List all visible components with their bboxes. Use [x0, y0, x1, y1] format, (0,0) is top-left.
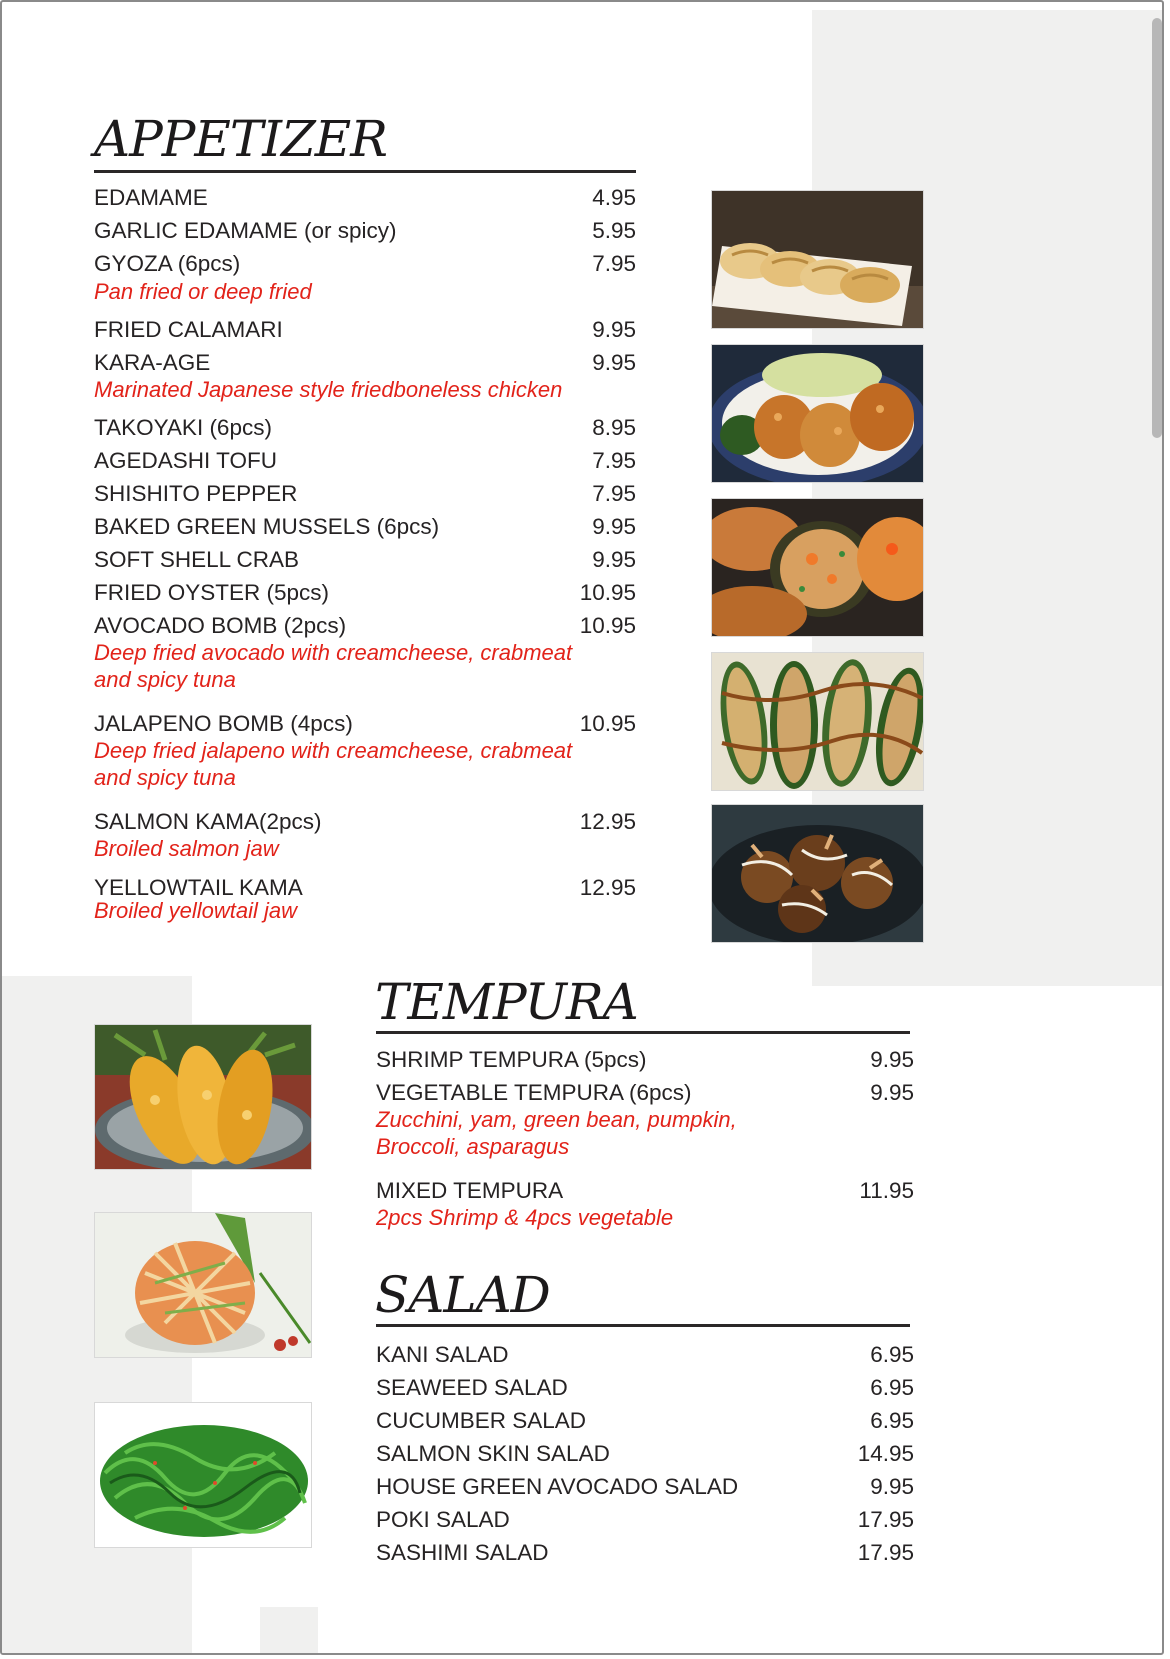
- menu-item: [376, 1078, 914, 1108]
- item-description: Deep fried jalapeno with creamcheese, crabmeat: [94, 738, 573, 763]
- menu-item: [376, 1340, 914, 1370]
- item-price: 7.95: [592, 251, 636, 276]
- item-price: 10.95: [579, 711, 636, 736]
- item-name: AGEDASHI TOFU: [94, 448, 277, 473]
- salad-rule: [376, 1324, 910, 1327]
- menu-item: [94, 413, 636, 443]
- item-description: Deep fried avocado with creamcheese, crabmeat: [94, 640, 573, 665]
- background-panel-bottom: [260, 1607, 318, 1655]
- seaweed-salad-photo: [94, 1402, 312, 1548]
- item-name: SHISHITO PEPPER: [94, 481, 298, 506]
- item-name: GYOZA (6pcs): [94, 251, 241, 276]
- tempura-heading: TEMPURA: [375, 973, 638, 1031]
- item-price: 10.95: [579, 613, 636, 638]
- menu-item: [376, 1373, 914, 1403]
- tempura-rule: [376, 1031, 910, 1034]
- menu-item: [94, 315, 636, 345]
- menu-item: [376, 1538, 914, 1568]
- item-price: 6.95: [870, 1342, 914, 1367]
- menu-item: [376, 1406, 914, 1436]
- item-price: 9.95: [592, 350, 636, 375]
- menu-item: [94, 479, 636, 509]
- appetizer-rule: [94, 170, 636, 173]
- menu-item: [94, 545, 636, 575]
- item-price: 17.95: [857, 1507, 914, 1532]
- menu-item: [94, 348, 636, 378]
- item-name: KANI SALAD: [376, 1342, 509, 1367]
- item-name: TAKOYAKI (6pcs): [94, 415, 272, 440]
- item-description: and spicy tuna: [94, 765, 236, 790]
- menu-item: [376, 1176, 914, 1206]
- item-name: SALMON SKIN SALAD: [376, 1441, 610, 1466]
- menu-item: [94, 183, 636, 213]
- item-name: SHRIMP TEMPURA (5pcs): [376, 1047, 647, 1072]
- tempura-list: [376, 1045, 914, 1245]
- item-price: 7.95: [592, 448, 636, 473]
- item-price: 12.95: [579, 809, 636, 834]
- item-name: YELLOWTAIL KAMA: [94, 875, 303, 900]
- item-price: 14.95: [857, 1441, 914, 1466]
- item-name: SALMON KAMA(2pcs): [94, 809, 322, 834]
- menu-item: [94, 578, 636, 608]
- item-description: Pan fried or deep fried: [94, 279, 312, 304]
- salad-heading: SALAD: [375, 1266, 550, 1324]
- karaage-photo: [711, 344, 924, 483]
- menu-item: [376, 1505, 914, 1535]
- menu-item: [376, 1439, 914, 1469]
- appetizer-heading: APPETIZER: [94, 110, 387, 168]
- menu-item: [94, 216, 636, 246]
- menu-item: [94, 446, 636, 476]
- item-name: SEAWEED SALAD: [376, 1375, 568, 1400]
- item-name: VEGETABLE TEMPURA (6pcs): [376, 1080, 692, 1105]
- takoyaki-photo: [711, 804, 924, 943]
- shrimp-tempura-photo: [94, 1024, 312, 1170]
- item-name: POKI SALAD: [376, 1507, 510, 1532]
- item-description: 2pcs Shrimp & 4pcs vegetable: [376, 1205, 674, 1230]
- jalapeno-bomb-photo: [711, 652, 924, 791]
- item-description: Broccoli, asparagus: [376, 1134, 570, 1159]
- item-price: 4.95: [592, 185, 636, 210]
- menu-item: [94, 709, 636, 739]
- item-price: 9.95: [870, 1047, 914, 1072]
- item-name: SOFT SHELL CRAB: [94, 547, 300, 572]
- menu-item: [94, 611, 636, 641]
- gyoza-photo: [711, 190, 924, 329]
- menu-item: [376, 1472, 914, 1502]
- item-price: 9.95: [592, 547, 636, 572]
- item-name: JALAPENO BOMB (4pcs): [94, 711, 353, 736]
- menu-item: [376, 1045, 914, 1075]
- item-description: Marinated Japanese style friedboneless chicken: [94, 377, 563, 402]
- item-description: Broiled salmon jaw: [94, 836, 279, 861]
- item-price: 9.95: [870, 1080, 914, 1105]
- item-name: HOUSE GREEN AVOCADO SALAD: [376, 1474, 739, 1499]
- item-price: 9.95: [592, 317, 636, 342]
- menu-item: [94, 249, 636, 279]
- menu-item: [94, 512, 636, 542]
- item-price: 5.95: [592, 218, 636, 243]
- item-price: 10.95: [579, 580, 636, 605]
- item-price: 17.95: [857, 1540, 914, 1565]
- item-name: SASHIMI SALAD: [376, 1540, 549, 1565]
- item-price: 9.95: [592, 514, 636, 539]
- item-name: GARLIC EDAMAME (or spicy): [94, 218, 397, 243]
- item-name: AVOCADO BOMB (2pcs): [94, 613, 347, 638]
- salad-list: [376, 1340, 914, 1580]
- appetizer-list: [94, 183, 636, 933]
- item-name: BAKED GREEN MUSSELS (6pcs): [94, 514, 440, 539]
- item-description: Broiled yellowtail jaw: [94, 898, 297, 923]
- item-price: 8.95: [592, 415, 636, 440]
- item-price: 7.95: [592, 481, 636, 506]
- item-name: KARA-AGE: [94, 350, 211, 375]
- item-name: EDAMAME: [94, 185, 208, 210]
- item-price: 6.95: [870, 1408, 914, 1433]
- scrollbar-thumb[interactable]: [1152, 18, 1162, 438]
- item-price: 6.95: [870, 1375, 914, 1400]
- item-name: MIXED TEMPURA: [376, 1178, 564, 1203]
- item-price: 9.95: [870, 1474, 914, 1499]
- mussels-photo: [711, 498, 924, 637]
- item-price: 11.95: [859, 1178, 914, 1203]
- item-name: FRIED OYSTER (5pcs): [94, 580, 330, 605]
- kani-salad-photo: [94, 1212, 312, 1358]
- item-price: 12.95: [579, 875, 636, 900]
- item-name: CUCUMBER SALAD: [376, 1408, 587, 1433]
- item-description: Zucchini, yam, green bean, pumpkin,: [376, 1107, 737, 1132]
- menu-item: [94, 807, 636, 837]
- item-description: and spicy tuna: [94, 667, 236, 692]
- item-name: FRIED CALAMARI: [94, 317, 283, 342]
